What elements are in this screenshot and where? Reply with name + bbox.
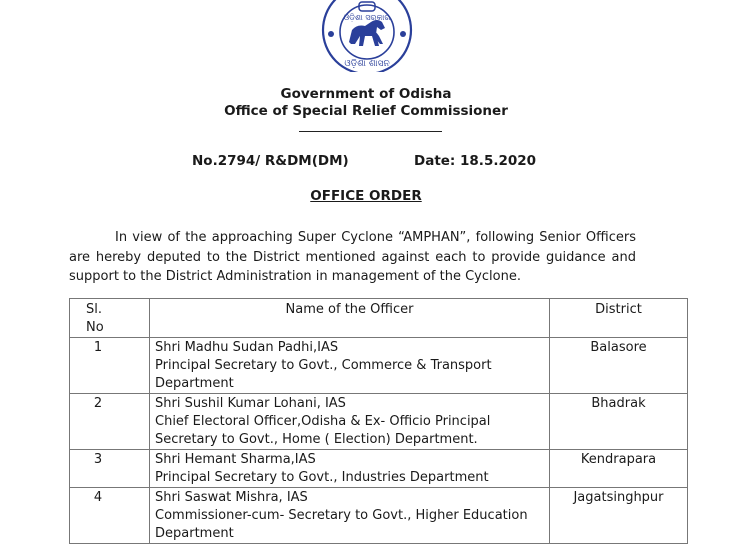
cell-district: Kendrapara	[550, 450, 688, 488]
header-office: Office of Special Relief Commissioner	[224, 103, 508, 119]
officer-name: Shri Hemant Sharma,IAS	[155, 452, 316, 467]
cell-sl: 1	[70, 338, 150, 394]
officer-designation: Principal Secretary to Govt., Industries Department	[155, 470, 489, 485]
seal-bottom-text: ଓଡ଼ିଶା ଶାସନ	[344, 59, 390, 69]
divider	[299, 131, 442, 132]
officer-name: Shri Saswat Mishra, IAS	[155, 490, 308, 505]
cell-officer	[150, 488, 550, 544]
cell-sl: 2	[70, 394, 150, 450]
table-row	[70, 394, 688, 450]
body-paragraph: In view of the approaching Super Cyclone “AMPHAN”, following Senior Officers are hereby deputed to the District mentioned against each to provide guidance and support to the District Administration in management of the Cyclone.	[69, 230, 636, 284]
reference-date: Date: 18.5.2020	[414, 153, 537, 169]
table-row	[70, 450, 688, 488]
cell-district: Bhadrak	[550, 394, 688, 450]
header-sl-line1: Sl.	[86, 302, 102, 317]
officers-table	[69, 298, 688, 544]
document-title: OFFICE ORDER	[310, 188, 422, 204]
cell-officer	[150, 394, 550, 450]
reference-number: No.2794/ R&DM(DM)	[192, 153, 349, 169]
cell-officer	[150, 338, 550, 394]
cell-district: Jagatsinghpur	[550, 488, 688, 544]
cell-officer	[150, 450, 550, 488]
seal-top-text: ଓଡ଼ିଶା ସରକାର	[343, 13, 391, 22]
cell-district: Balasore	[550, 338, 688, 394]
header-sl-line2: No	[86, 320, 104, 335]
table-row	[70, 338, 688, 394]
officer-designation: Principal Secretary to Govt., Commerce & Transport Department	[155, 358, 492, 391]
officer-designation: Commissioner-cum- Secretary to Govt., Higher Education Department	[155, 508, 528, 541]
cell-sl: 4	[70, 488, 150, 544]
header-district: District	[550, 299, 688, 338]
officer-name: Shri Sushil Kumar Lohani, IAS	[155, 396, 346, 411]
table-row	[70, 488, 688, 544]
officer-designation: Chief Electoral Officer,Odisha & Ex- Officio Principal Secretary to Govt., Home ( Election) Department.	[155, 414, 491, 447]
header-government: Government of Odisha	[280, 86, 452, 102]
header-sl-no	[70, 299, 150, 338]
table-header-row	[70, 299, 688, 338]
odisha-government-seal-icon	[319, 0, 415, 72]
header-name: Name of the Officer	[150, 299, 550, 338]
officer-name: Shri Madhu Sudan Padhi,IAS	[155, 340, 339, 355]
cell-sl: 3	[70, 450, 150, 488]
